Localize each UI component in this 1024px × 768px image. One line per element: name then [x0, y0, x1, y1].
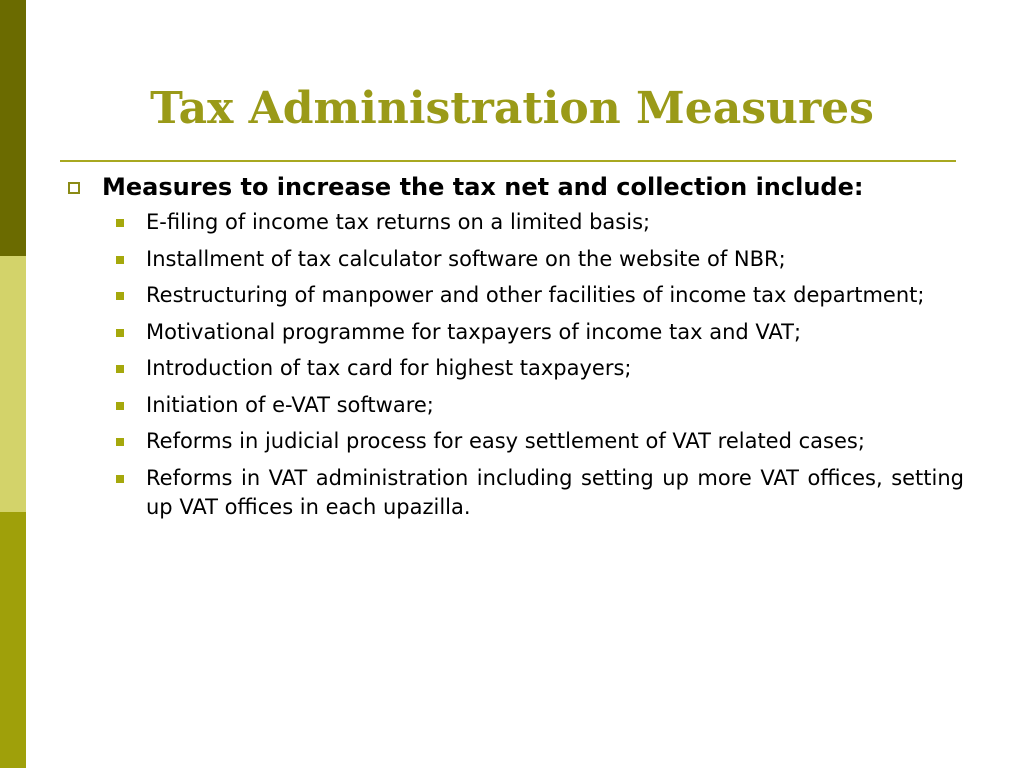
list-item	[68, 427, 964, 457]
measures-list	[68, 208, 964, 523]
slide-title: Tax Administration Measures	[150, 83, 874, 134]
list-item-text: Installment of tax calculator software on the website of NBR;	[146, 246, 786, 271]
list-item	[68, 464, 964, 523]
main-point-text: Measures to increase the tax net and collection include:	[102, 173, 864, 201]
sidebar-band-dark	[0, 0, 26, 256]
list-item	[68, 208, 964, 238]
list-item-text: E-filing of income tax returns on a limited basis;	[146, 210, 651, 234]
square-bullet-icon	[116, 219, 124, 227]
list-item	[68, 391, 964, 421]
sidebar-band-light	[0, 256, 26, 512]
list-item	[68, 318, 964, 348]
square-bullet-icon	[116, 256, 124, 264]
list-item-text: Initiation of e-VAT software;	[146, 392, 434, 417]
list-item-text: Reforms in judicial process for easy settlement of VAT related cases;	[146, 429, 865, 453]
list-item	[68, 354, 964, 384]
square-bullet-icon	[116, 365, 124, 373]
title-divider	[60, 160, 956, 162]
hollow-square-bullet-icon	[68, 182, 80, 194]
square-bullet-icon	[116, 292, 124, 300]
square-bullet-icon	[116, 329, 124, 337]
square-bullet-icon	[116, 438, 124, 446]
square-bullet-icon	[116, 475, 124, 483]
sidebar-band-medium	[0, 512, 26, 768]
list-item-text: Restructuring of manpower and other facilities of income tax department;	[146, 283, 925, 307]
list-item-text: Reforms in VAT administration including setting up more VAT offices, setting up VAT offices in each upazilla.	[146, 465, 964, 519]
list-item	[68, 245, 964, 275]
square-bullet-icon	[116, 402, 124, 410]
list-item	[68, 281, 964, 311]
slide-content	[68, 172, 964, 530]
main-bullet-point	[68, 172, 964, 202]
list-item-text: Introduction of tax card for highest taxpayers;	[146, 356, 632, 380]
list-item-text: Motivational programme for taxpayers of income tax and VAT;	[146, 319, 802, 344]
